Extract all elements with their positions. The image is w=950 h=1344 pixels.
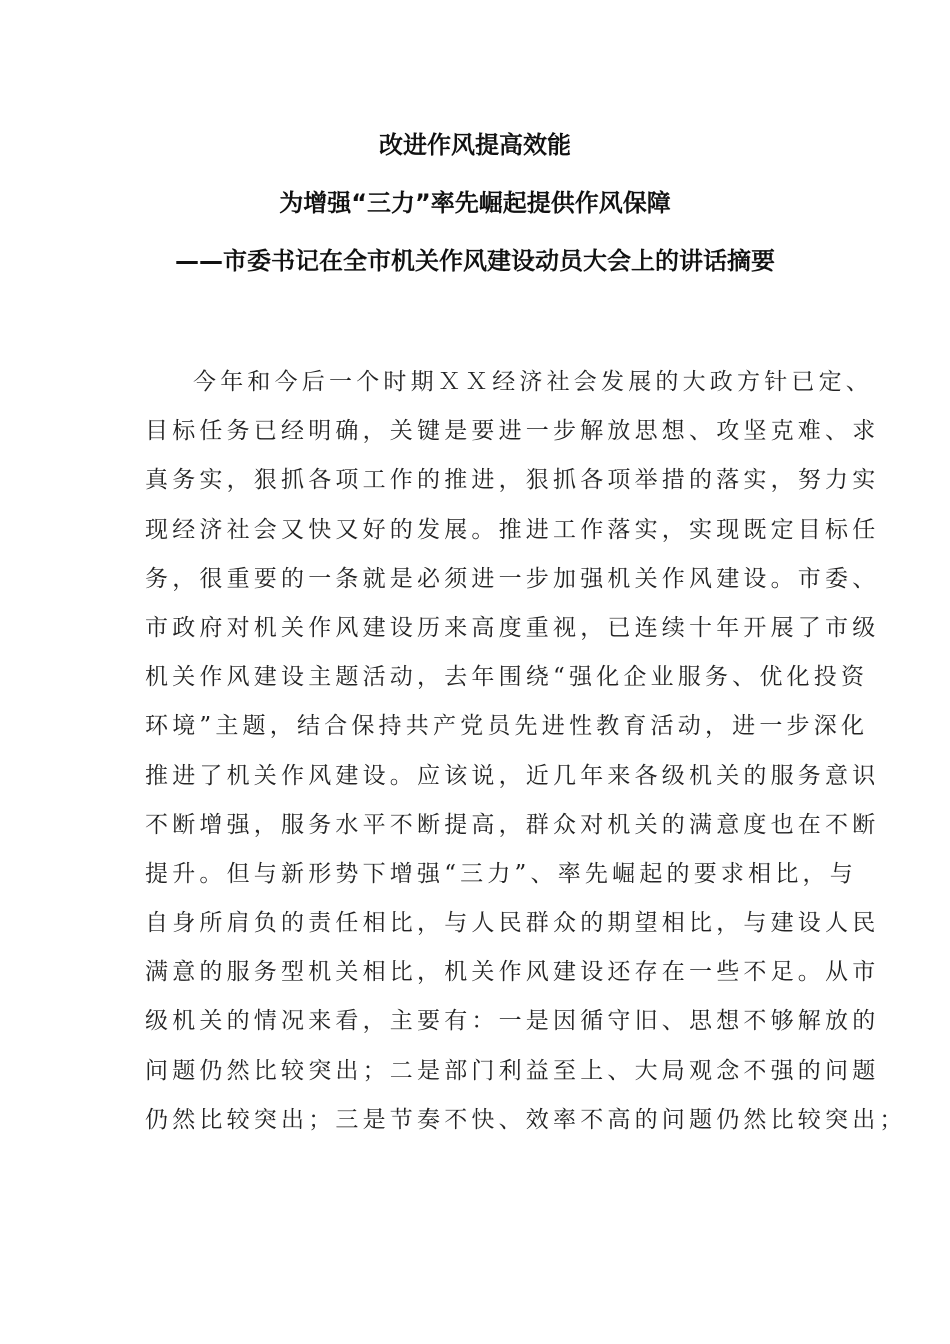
body-line: 不断增强，服务水平不断提高，群众对机关的满意度也在不断 (145, 811, 880, 838)
body-line: 机关作风建设主题活动，去年围绕“强化企业服务、优化投资 (145, 664, 869, 691)
body-line: 推进了机关作风建设。应该说，近几年来各级机关的服务意识 (145, 762, 880, 789)
document-title (0, 130, 950, 304)
body-line: 现经济社会又快又好的发展。推进工作落实，实现既定目标任 (145, 516, 880, 543)
body-line: 问题仍然比较突出；二是部门利益至上、大局观念不强的问题 (145, 1057, 880, 1084)
body-line: 自身所肩负的责任相比，与人民群众的期望相比，与建设人民 (145, 910, 880, 937)
body-line: 目标任务已经明确，关键是要进一步解放思想、攻坚克难、求 (145, 418, 880, 445)
document-body (145, 358, 907, 1145)
body-line: 级机关的情况来看，主要有：一是因循守旧、思想不够解放的 (145, 1008, 880, 1035)
body-line: 市政府对机关作风建设历来高度重视，已连续十年开展了市级 (145, 614, 880, 641)
body-line: 仍然比较突出；三是节奏不快、效率不高的问题仍然比较突出； (145, 1106, 907, 1133)
title-line-3: ——市委书记在全市机关作风建设动员大会上的讲话摘要 (175, 247, 775, 275)
body-line: 满意的服务型机关相比，机关作风建设还存在一些不足。从市 (145, 959, 880, 986)
body-line: 提升。但与新形势下增强“三力”、率先崛起的要求相比，与 (145, 860, 857, 887)
title-line-2: 为增强“三力”率先崛起提供作风保障 (279, 189, 671, 217)
body-line: 务，很重要的一条就是必须进一步加强机关作风建设。市委、 (145, 565, 880, 592)
body-line: 真务实，狠抓各项工作的推进，狠抓各项举措的落实，努力实 (145, 467, 880, 494)
title-line-1: 改进作风提高效能 (379, 131, 571, 159)
body-line: 今年和今后一个时期ＸＸ经济社会发展的大政方针已定、 (193, 369, 873, 395)
body-line: 环境”主题，结合保持共产党员先进性教育活动，进一步深化 (145, 713, 869, 740)
